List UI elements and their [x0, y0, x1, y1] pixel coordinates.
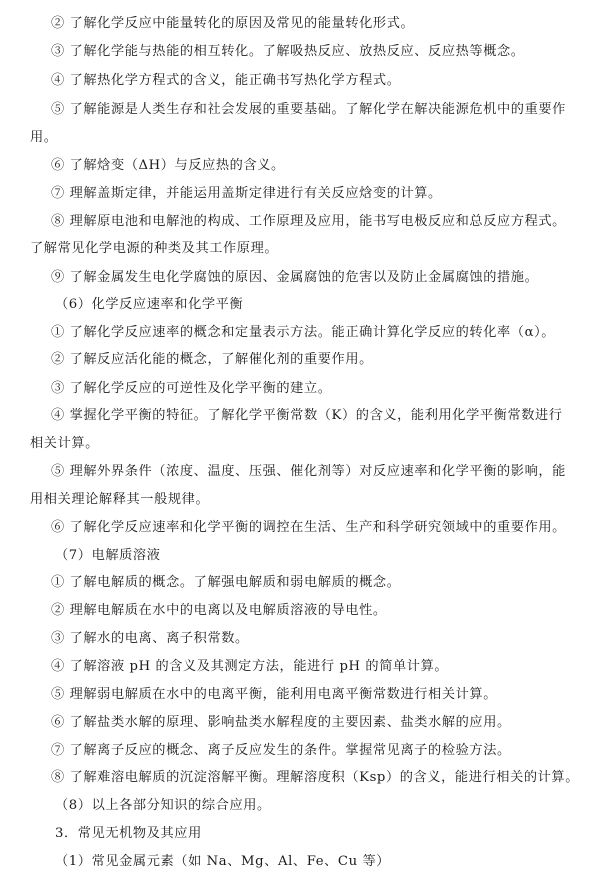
text-line: ② 理解电解质在水中的电离以及电解质溶液的导电性。 — [51, 603, 387, 618]
text-line: ⑧ 理解原电池和电解池的构成、工作原理及应用，能书写电极反应和总反应方程式。 — [51, 214, 566, 229]
text-line: ⑨ 了解金属发生电化学腐蚀的原因、金属腐蚀的危害以及防止金属腐蚀的措施。 — [51, 270, 539, 285]
text-line: ⑦ 了解离子反应的概念、离子反应发生的条件。掌握常见离子的检验方法。 — [51, 743, 511, 758]
text-line: 用相关理论解释其一般规律。 — [30, 492, 210, 507]
text-line: ③ 了解水的电离、离子积常数。 — [51, 631, 249, 646]
text-line: ③ 了解化学反应的可逆性及化学平衡的建立。 — [51, 381, 332, 396]
text-line: ⑥ 了解化学反应速率和化学平衡的调控在生活、生产和科学研究领域中的重要作用。 — [51, 520, 566, 535]
text-line: 了解常见化学电源的种类及其工作原理。 — [30, 241, 279, 256]
text-line: ② 了解反应活化能的概念，了解催化剂的重要作用。 — [51, 352, 373, 367]
chapter-heading: 3．常见无机物及其应用 — [55, 826, 202, 841]
section-heading: （7）电解质溶液 — [55, 548, 161, 563]
text-line: ⑥ 了解盐类水解的原理、影响盐类水解程度的主要因素、盐类水解的应用。 — [51, 715, 511, 730]
text-line: ④ 掌握化学平衡的特征。了解化学平衡常数（K）的含义，能利用化学平衡常数进行 — [51, 408, 563, 423]
text-line: ④ 了解热化学方程式的含义，能正确书写热化学方程式。 — [51, 73, 401, 88]
section-heading: （8）以上各部分知识的综合应用。 — [55, 798, 271, 813]
text-line: ④ 了解溶液 pH 的含义及其测定方法，能进行 pH 的简单计算。 — [51, 659, 449, 674]
section-heading: （1）常见金属元素（如 Na、Mg、Al、Fe、Cu 等） — [55, 854, 391, 869]
text-line: ⑤ 理解外界条件（浓度、温度、压强、催化剂等）对反应速率和化学平衡的影响，能 — [51, 464, 566, 479]
text-line: ⑦ 理解盖斯定律，并能运用盖斯定律进行有关反应焓变的计算。 — [51, 186, 442, 201]
text-line: ③ 了解化学能与热能的相互转化。了解吸热反应、放热反应、反应热等概念。 — [51, 44, 525, 59]
text-line: 用。 — [30, 130, 58, 145]
text-line: ② 了解化学反应中能量转化的原因及常见的能量转化形式。 — [51, 16, 415, 31]
text-line: ① 了解电解质的概念。了解强电解质和弱电解质的概念。 — [51, 575, 401, 590]
text-line: ⑥ 了解焓变（ΔH）与反应热的含义。 — [51, 158, 285, 173]
text-line: ① 了解化学反应速率的概念和定量表示方法。能正确计算化学反应的转化率（α）。 — [51, 325, 556, 340]
text-line: ⑧ 了解难溶电解质的沉淀溶解平衡。理解溶度积（Ksp）的含义，能进行相关的计算。 — [51, 770, 579, 785]
text-line: 相关计算。 — [30, 436, 99, 451]
text-line: ⑤ 了解能源是人类生存和社会发展的重要基础。了解化学在解决能源危机中的重要作 — [51, 102, 566, 117]
text-line: ⑤ 理解弱电解质在水中的电离平衡，能利用电离平衡常数进行相关计算。 — [51, 687, 497, 702]
section-heading: （6）化学反应速率和化学平衡 — [55, 297, 244, 312]
